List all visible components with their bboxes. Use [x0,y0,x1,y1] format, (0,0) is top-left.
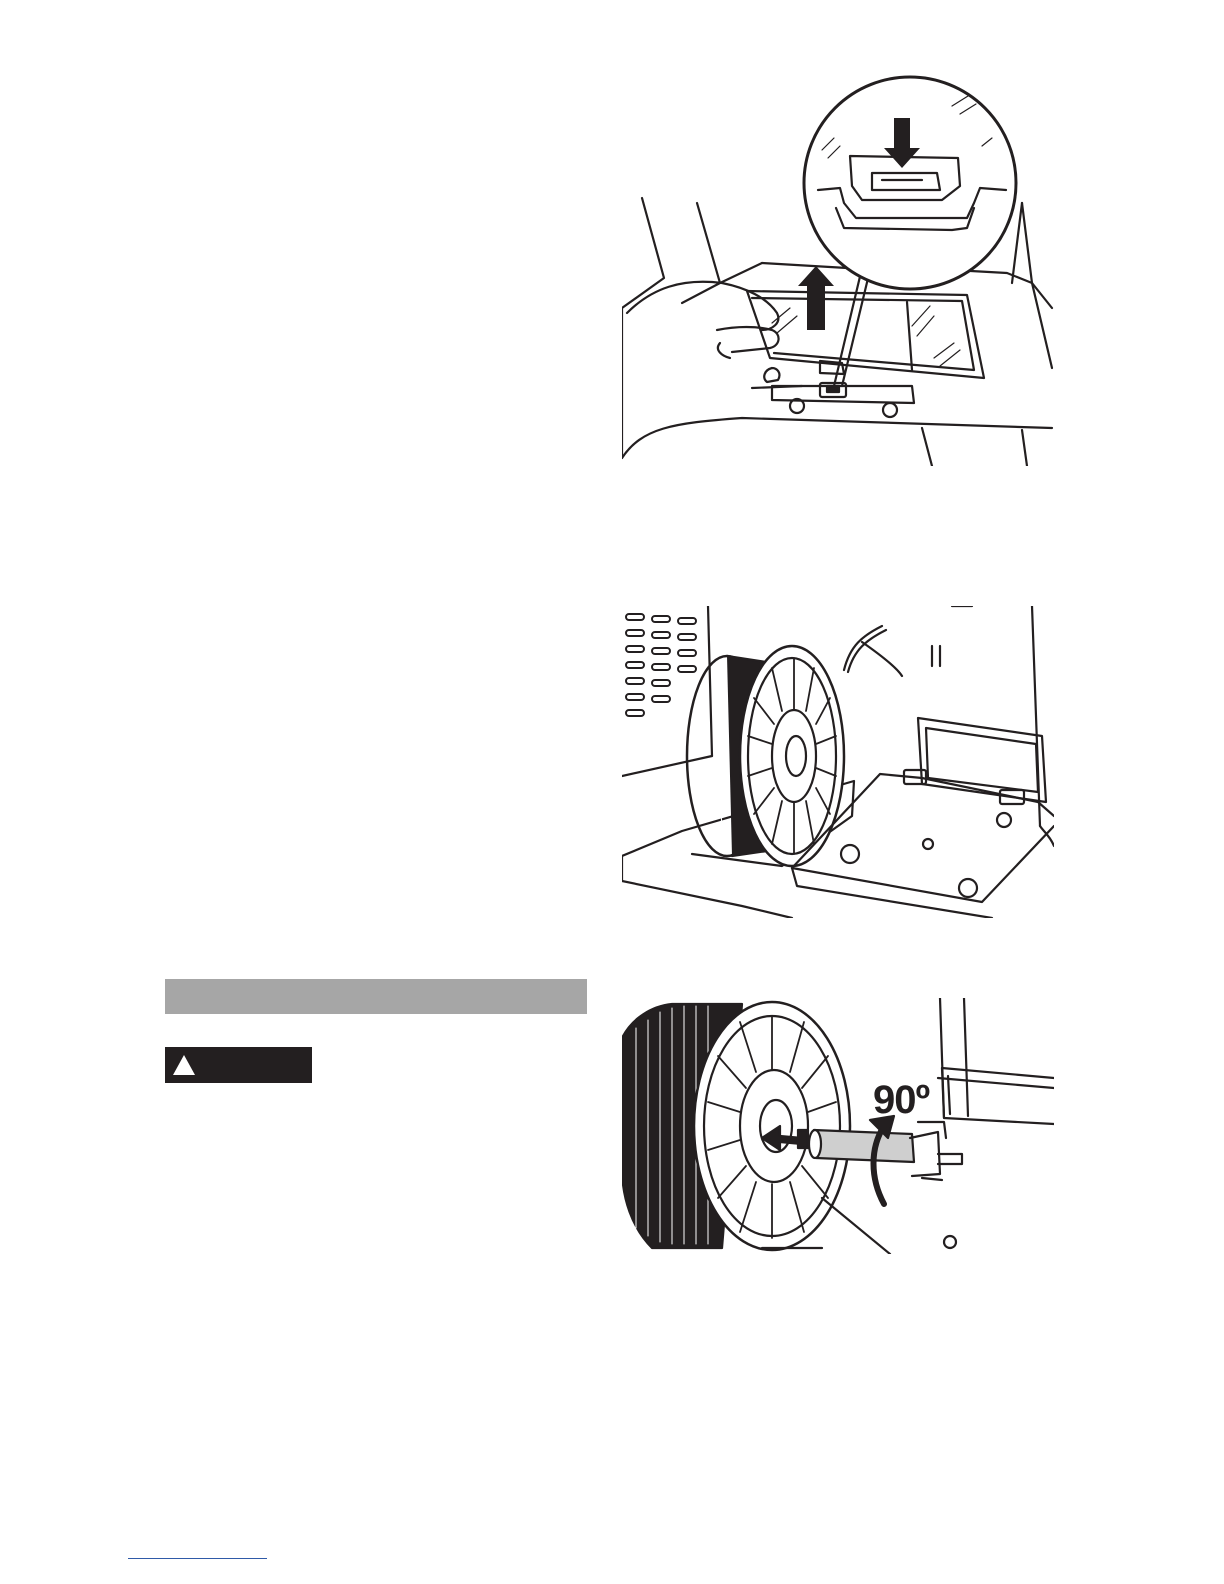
warning-triangle-icon [172,1054,196,1076]
build-plate-removal-illustration [622,68,1054,466]
spool-holder-rotation-illustration [622,998,1054,1254]
footer-rule [128,1558,267,1559]
warning-badge [165,1047,312,1083]
rotation-angle-label: 90º [873,1078,930,1122]
section-header-bar [165,979,587,1014]
filament-spool-illustration [622,606,1054,918]
